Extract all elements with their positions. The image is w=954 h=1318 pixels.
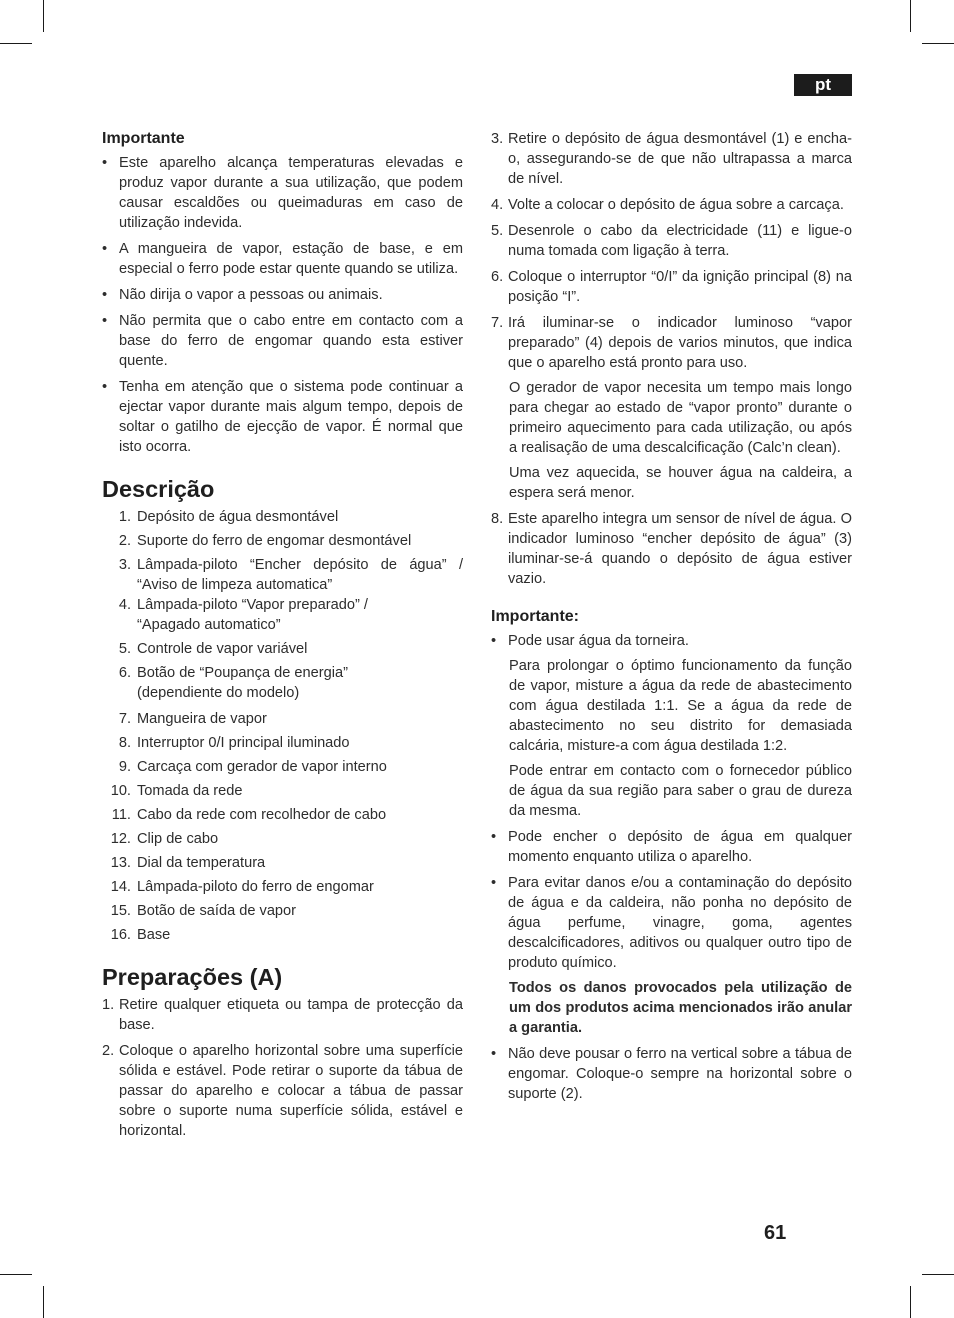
- list-item: • Não permita que o cabo entre em contacto com a base do ferro de engomar quando esta estiver quente.: [102, 313, 463, 369]
- section-heading-descricao: Descrição: [102, 476, 215, 502]
- crop-mark: [43, 1286, 44, 1318]
- list-item: 1. Retire qualquer etiqueta ou tampa de protecção da base.: [102, 997, 463, 1033]
- list-item: 3. Retire o depósito de água desmontável (1) e encha-o, assegurando-se de que não ultrapassa a marca de nível.: [491, 131, 852, 187]
- list-item: 9. Carcaça com gerador de vapor interno: [118, 759, 387, 775]
- list-item: • Não dirija o vapor a pessoas ou animais.: [102, 287, 383, 303]
- left-column: [102, 129, 463, 1141]
- list-item: • Não deve pousar o ferro na vertical sobre a tábua de engomar. Coloque-o sempre na horizontal sobre o suporte (2).: [491, 1046, 852, 1102]
- list-item: • A mangueira de vapor, estação de base, e em especial o ferro pode estar quente quando se utiliza.: [102, 241, 463, 277]
- list-item: 12. Clip de cabo: [110, 831, 219, 847]
- list-item: 7. Irá iluminar-se o indicador luminoso “vapor preparado” (4) depois de varios minutos, que indica que o aparelho está pronto para uso.: [491, 315, 852, 371]
- paragraph: Pode entrar em contacto com o fornecedor público de água da sua região para saber o grau de dureza da mesma.: [509, 763, 852, 819]
- bullet: •: [491, 875, 497, 891]
- list-item: 6. Botão de “Poupança de energia” (dependiente do modelo): [118, 665, 348, 701]
- bullet: •: [491, 829, 497, 845]
- warranty-warning: Todos os danos provocados pela utilização de um dos produtos acima mencionados irão anular a garantia.: [509, 980, 852, 1036]
- crop-mark: [910, 0, 911, 32]
- list-item: 1. Depósito de água desmontável: [118, 509, 339, 525]
- list-item: 5. Desenrole o cabo da electricidade (11) e ligue-o numa tomada com ligação à terra.: [491, 223, 852, 259]
- crop-mark: [0, 1274, 32, 1275]
- list-item: 8. Interruptor 0/I principal iluminado: [118, 735, 350, 751]
- section-heading-preparacoes: Preparações (A): [102, 964, 283, 990]
- paragraph: Uma vez aquecida, se houver água na caldeira, a espera será menor.: [509, 465, 852, 501]
- list-item: 15. Botão de saída de vapor: [110, 903, 297, 919]
- paragraph: O gerador de vapor necesita um tempo mais longo para chegar ao estado de “vapor pronto” durante o primeiro aquecimento para cada utilização, ou após a realisação de uma descalcificação (Calc’n clean).: [509, 380, 852, 456]
- bullet: •: [491, 633, 497, 649]
- crop-mark: [922, 1274, 954, 1275]
- page-number: 61: [764, 1222, 787, 1244]
- list-item: 7. Mangueira de vapor: [118, 711, 267, 727]
- list-item: 6. Coloque o interruptor “0/I” da ignição principal (8) na posição “I”.: [491, 269, 852, 305]
- list-item: • Pode usar água da torneira.: [491, 633, 689, 649]
- crop-mark: [910, 1286, 911, 1318]
- important-heading: Importante: [102, 130, 185, 147]
- list-item: • Pode encher o depósito de água em qualquer momento enquanto utiliza o aparelho.: [491, 829, 852, 865]
- crop-mark: [0, 43, 32, 44]
- list-item: 2. Suporte do ferro de engomar desmontável: [118, 533, 412, 549]
- important-heading: Importante:: [491, 608, 579, 625]
- list-item: 2. Coloque o aparelho horizontal sobre uma superfície sólida e estável. Pode retirar o suporte da tábua de passar do aparelho e colocar a tábua de passar sobre o suporte numa superfície sólida, estável e horizontal.: [102, 1043, 463, 1139]
- list-item: 3. Lâmpada-piloto “Encher depósito de água” / “Aviso de limpeza automatica”: [118, 557, 463, 593]
- crop-mark: [43, 0, 44, 32]
- list-item: 10. Tomada da rede: [110, 783, 243, 799]
- bullet: •: [102, 155, 108, 171]
- list-item: 13. Dial da temperatura: [110, 855, 266, 871]
- list-item: 5. Controle de vapor variável: [118, 641, 308, 657]
- language-tab: pt: [794, 74, 852, 96]
- list-item: 8. Este aparelho integra um sensor de nível de água. O indicador luminoso “encher depósito de água” (3) iluminar-se-á quando o depósito de água estiver vazio.: [491, 511, 852, 587]
- list-item: 14. Lâmpada-piloto do ferro de engomar: [110, 879, 374, 895]
- bullet: •: [102, 241, 108, 257]
- bullet: •: [102, 313, 108, 329]
- list-item: 4. Volte a colocar o depósito de água sobre a carcaça.: [491, 197, 844, 213]
- bullet: •: [102, 379, 108, 395]
- crop-mark: [922, 43, 954, 44]
- right-column: [491, 129, 852, 1104]
- list-item: 4. Lâmpada-piloto “Vapor preparado” / “Apagado automatico”: [118, 597, 368, 633]
- list-item: 11. Cabo da rede com recolhedor de cabo: [111, 807, 387, 823]
- bullet: •: [491, 1046, 497, 1062]
- list-item: 16. Base: [110, 927, 171, 943]
- list-item: • Tenha em atenção que o sistema pode continuar a ejectar vapor durante mais algum tempo, depois de soltar o gatilho de ejecção de vapor. É normal que isto ocorra.: [102, 379, 463, 455]
- list-item: • Este aparelho alcança temperaturas elevadas e produz vapor durante a sua utilização, que podem causar escaldões ou queimaduras em caso de utilização indevida.: [102, 155, 463, 231]
- bullet: •: [102, 287, 108, 303]
- list-item: • Para evitar danos e/ou a contaminação do depósito de água e da caldeira, não ponha no depósito de água perfume, vinagre, goma, agentes descalcificadores, aditivos ou qualquer outro tipo de produto químico.: [491, 875, 852, 971]
- paragraph: Para prolongar o óptimo funcionamento da função de vapor, misture a água da rede de abastecimento com água destilada 1:1. Se a água da rede de abastecimento no seu distrito for demasiada calcária, misture-a com água destilada 1:2.: [509, 658, 852, 754]
